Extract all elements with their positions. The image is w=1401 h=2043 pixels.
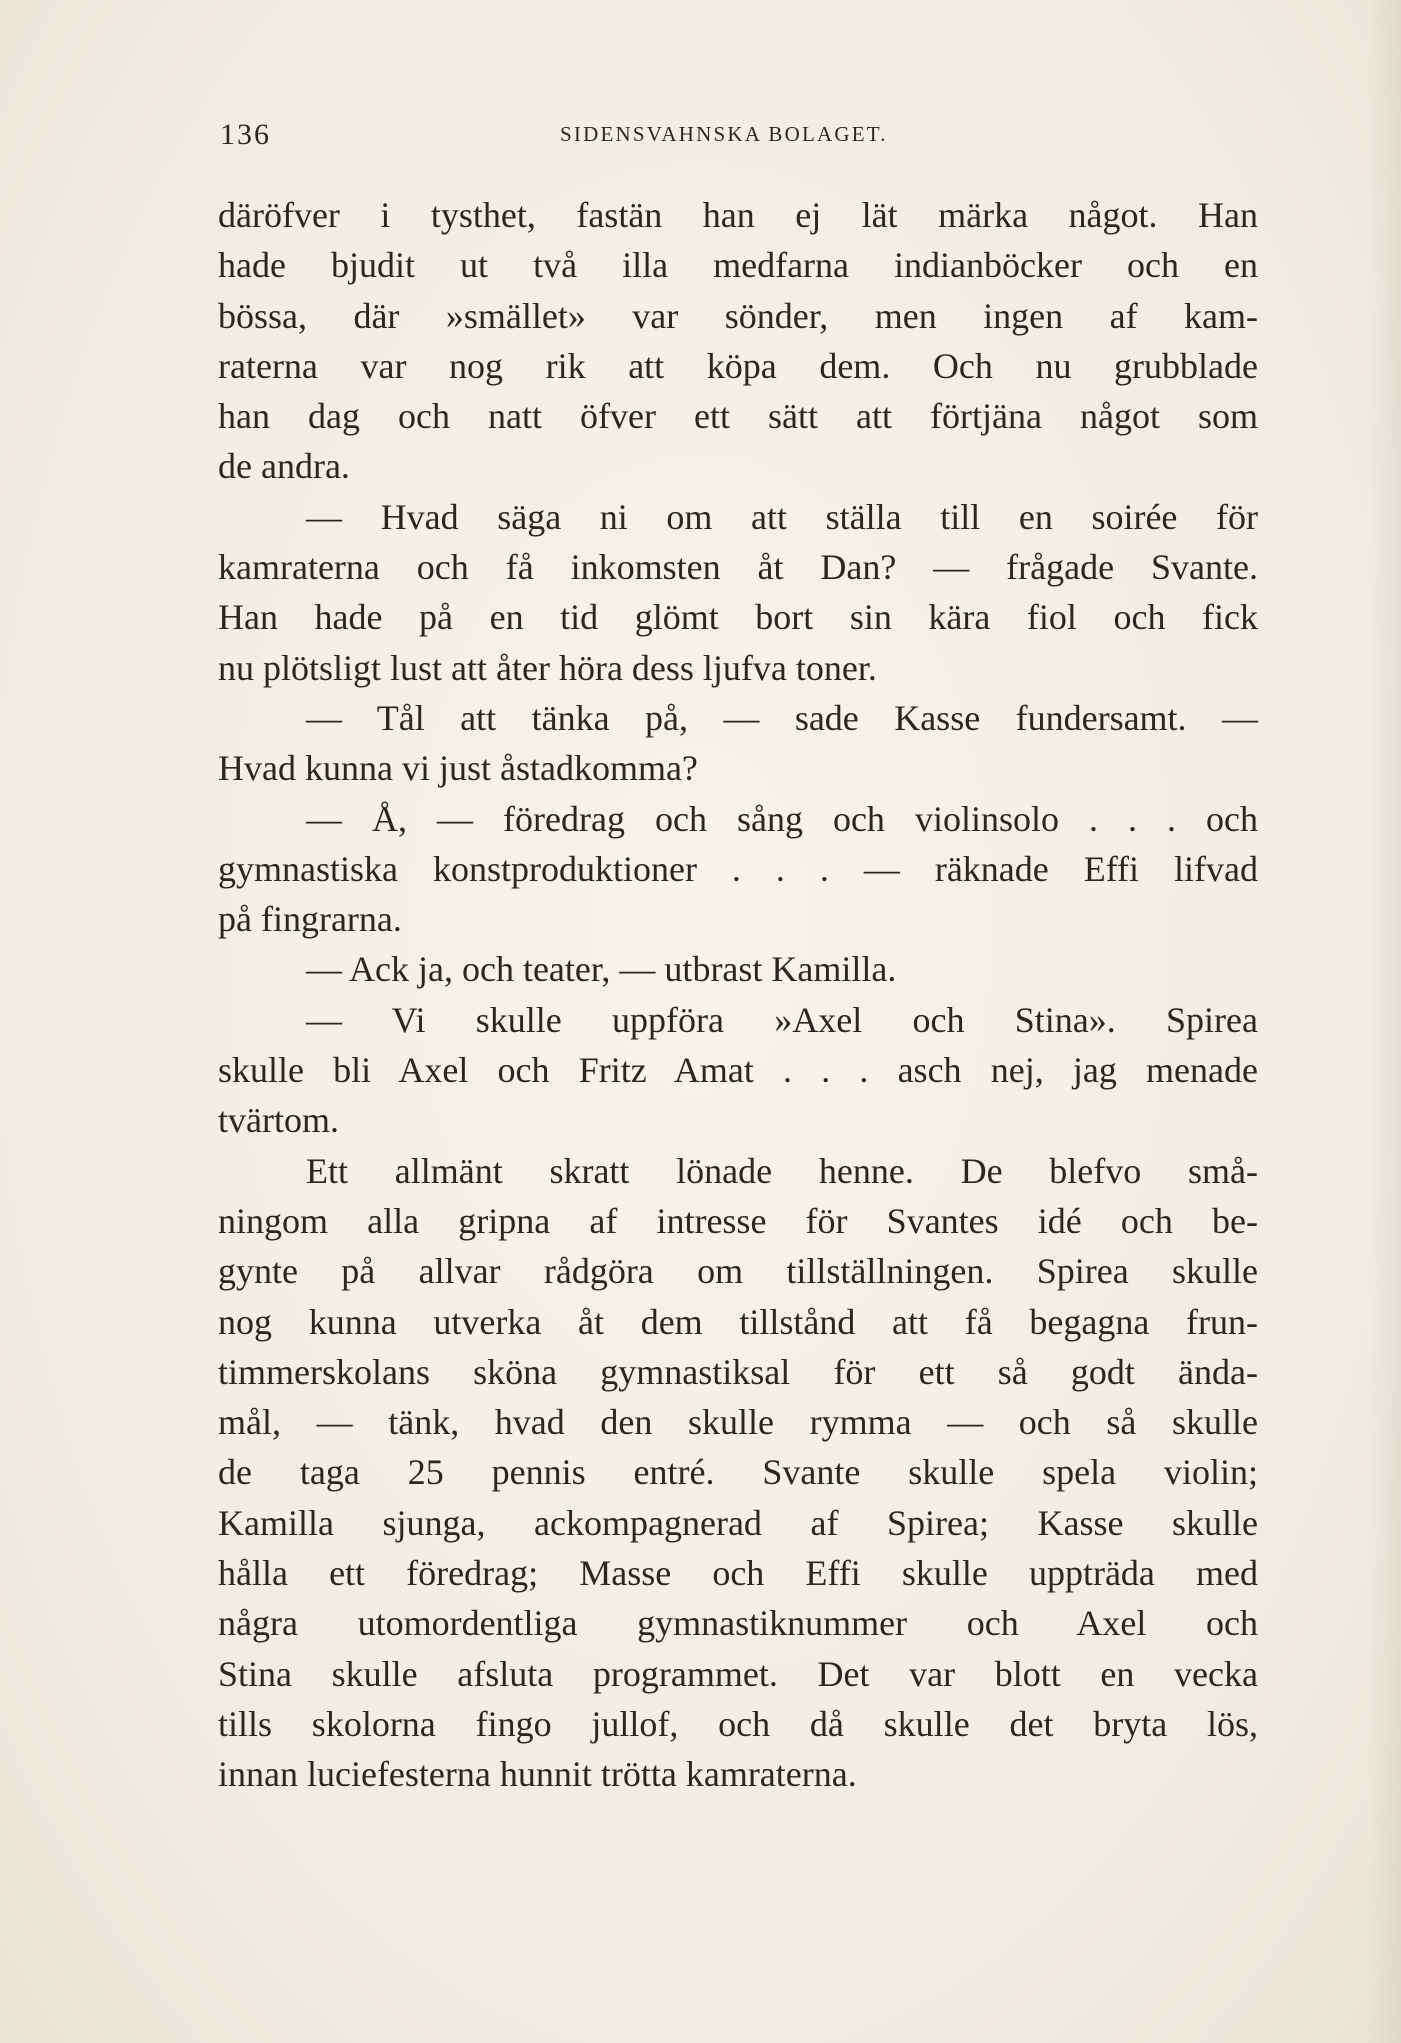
text-line: däröfver i tysthet, fastän han ej lät märka något. Han	[218, 195, 1258, 235]
body-text	[218, 190, 1258, 1800]
text-line: nog kunna utverka åt dem tillstånd att få begagna frun-	[218, 1301, 1258, 1342]
text-line: innan luciefesterna hunnit trötta kamraterna.	[218, 1754, 857, 1795]
text-line: hålla ett föredrag; Masse och Effi skulle uppträda med	[218, 1553, 1258, 1594]
text-line: — Vi skulle uppföra »Axel och Stina». Spirea	[306, 999, 1258, 1040]
page-header	[220, 118, 1260, 158]
text-line: de taga 25 pennis entré. Svante skulle spela violin;	[218, 1452, 1258, 1493]
text-line: — Å, — föredrag och sång och violinsolo . . . och	[306, 798, 1258, 839]
text-line: timmerskolans sköna gymnastiksal för ett så godt ända-	[218, 1351, 1258, 1392]
text-line: skulle bli Axel och Fritz Amat . . . asch nej, jag menade	[218, 1050, 1258, 1091]
text-line: — Tål att tänka på, — sade Kasse fundersamt. —	[306, 697, 1258, 738]
text-line: på fingrarna.	[218, 899, 402, 940]
text-line: några utomordentliga gymnastiknummer och Axel och	[218, 1603, 1258, 1644]
text-line: han dag och natt öfver ett sätt att förtjäna något som	[218, 396, 1258, 437]
text-line: gynte på allvar rådgöra om tillställningen. Spirea skulle	[218, 1251, 1258, 1292]
text-line: tvärtom.	[218, 1100, 339, 1141]
running-head: SIDENSVAHNSKA BOLAGET.	[560, 122, 888, 146]
text-line: hade bjudit ut två illa medfarna indianböcker och en	[218, 245, 1258, 286]
text-line: tills skolorna fingo jullof, och då skulle det bryta lös,	[218, 1703, 1258, 1744]
text-line: de andra.	[218, 446, 350, 487]
text-line: nu plötsligt lust att åter höra dess ljufva toner.	[218, 647, 877, 688]
text-line: raterna var nog rik att köpa dem. Och nu grubblade	[218, 345, 1258, 386]
text-line: Ett allmänt skratt lönade henne. De blefvo små-	[306, 1150, 1258, 1191]
text-line: Stina skulle afsluta programmet. Det var blott en vecka	[218, 1653, 1258, 1694]
text-line: bössa, där »smället» var sönder, men ingen af kam-	[218, 295, 1258, 336]
text-line: gymnastiska konstproduktioner . . . — räknade Effi lifvad	[218, 848, 1258, 889]
text-line: Hvad kunna vi just åstadkomma?	[218, 748, 698, 789]
text-line: Kamilla sjunga, ackompagnerad af Spirea; Kasse skulle	[218, 1502, 1258, 1543]
page-edge-shadow	[1367, 0, 1401, 2043]
page-number: 136	[220, 118, 271, 151]
text-line: — Hvad säga ni om att ställa till en soirée för	[306, 496, 1258, 537]
text-line: mål, — tänk, hvad den skulle rymma — och så skulle	[218, 1402, 1258, 1443]
text-line: kamraterna och få inkomsten åt Dan? — frågade Svante.	[218, 547, 1258, 588]
text-line: — Ack ja, och teater, — utbrast Kamilla.	[306, 949, 897, 990]
text-line: Han hade på en tid glömt bort sin kära fiol och fick	[218, 597, 1258, 638]
text-line: ningom alla gripna af intresse för Svantes idé och be-	[218, 1200, 1258, 1241]
